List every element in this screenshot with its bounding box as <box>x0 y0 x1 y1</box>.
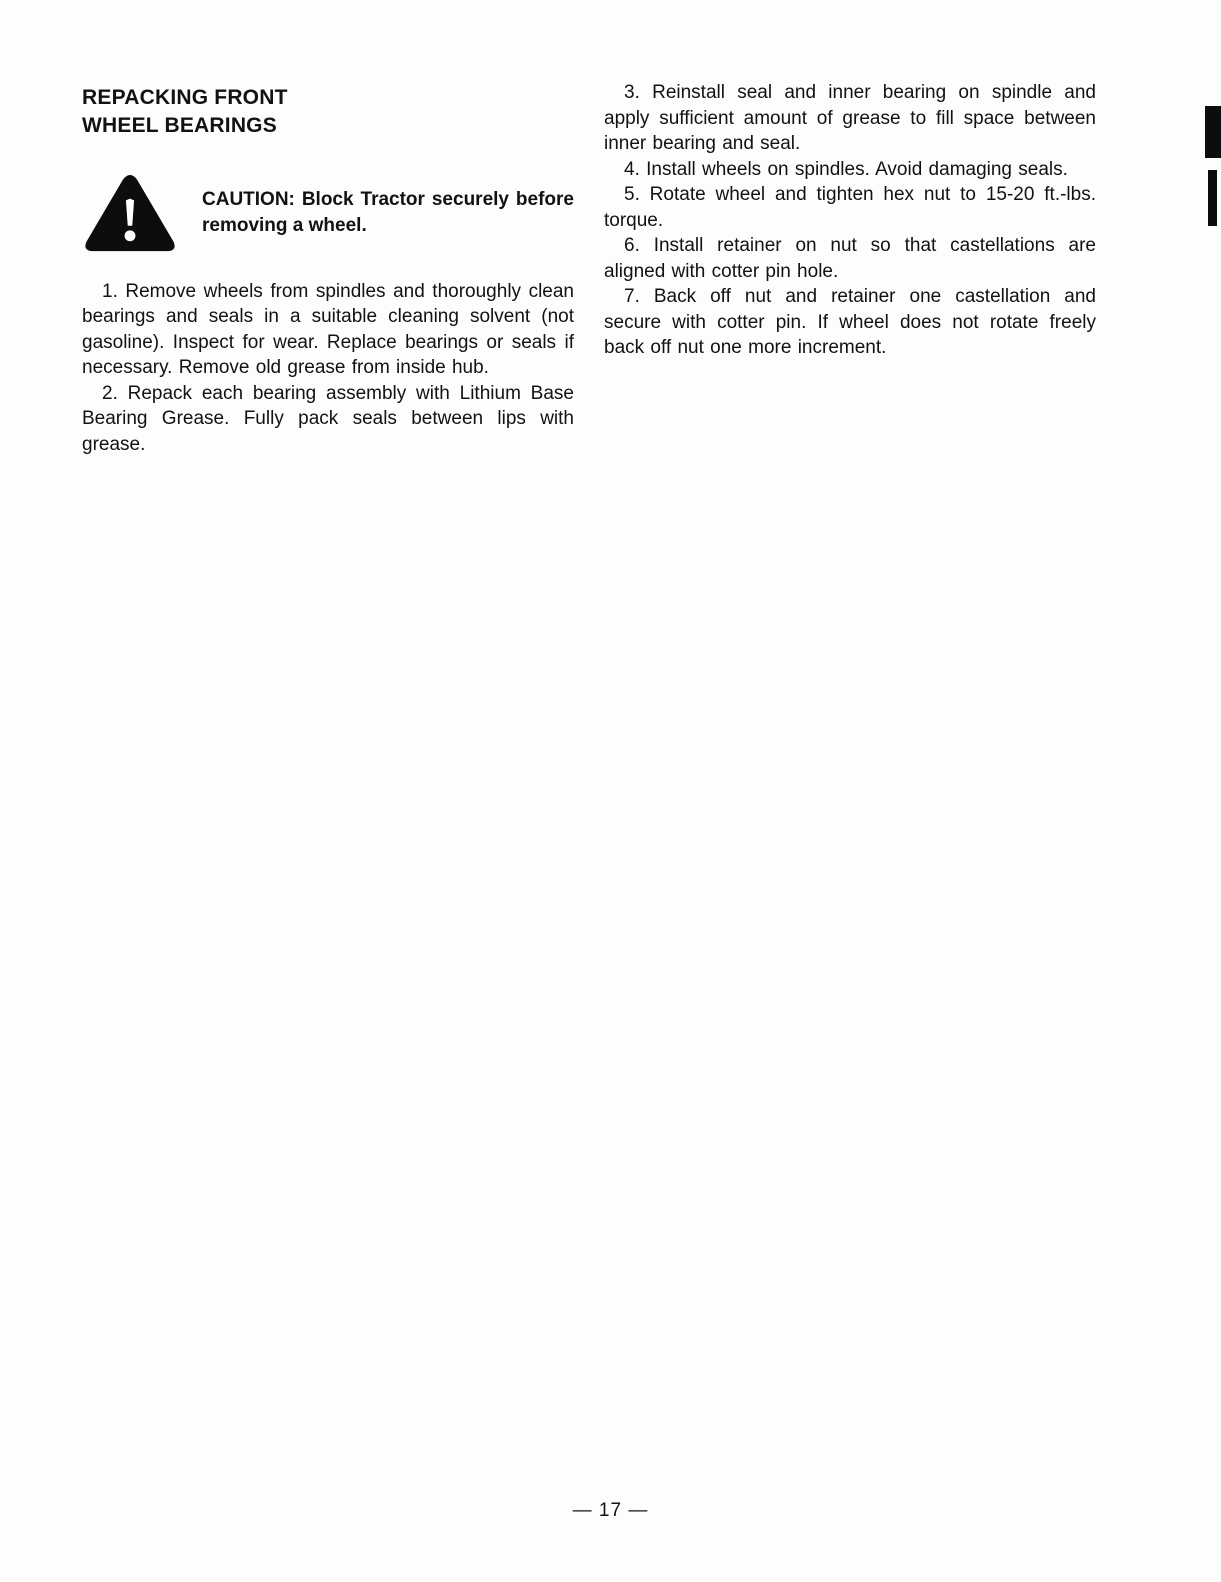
right-column <box>604 80 1096 361</box>
page-number: — 17 — <box>572 1500 649 1521</box>
scan-artifact <box>1205 106 1221 158</box>
caution-text: CAUTION: Block Tractor securely before removing a wheel. <box>202 188 574 236</box>
warning-triangle-icon <box>84 175 176 253</box>
left-column <box>82 84 574 457</box>
caution-block <box>82 175 574 253</box>
step-paragraph-3: 3. Reinstall seal and inner bearing on spindle and apply sufficient amount of grease to fill space between inner bearing and seal. <box>604 82 1096 154</box>
step-paragraph-5: 5. Rotate wheel and tighten hex nut to 15-20 ft.-lbs. torque. <box>604 184 1096 231</box>
section-title <box>82 84 574 141</box>
step-paragraph-6: 6. Install retainer on nut so that castellations are aligned with cotter pin hole. <box>604 235 1096 282</box>
section-title-line-1: REPACKING FRONT <box>82 86 288 109</box>
step-paragraph-7: 7. Back off nut and retainer one castellation and secure with cotter pin. If wheel does not rotate freely back off nut one more increment. <box>604 286 1096 358</box>
step-paragraph-1: 1. Remove wheels from spindles and thoroughly clean bearings and seals in a suitable cleaning solvent (not gasoline). Inspect for wear. Replace bearings or seals if necessary. Remove old grease from inside hub. <box>82 280 574 379</box>
step-paragraph-2: 2. Repack each bearing assembly with Lithium Base Bearing Grease. Fully pack seals between lips with grease. <box>82 382 574 455</box>
section-title-line-2: WHEEL BEARINGS <box>82 114 277 138</box>
step-paragraph-4: 4. Install wheels on spindles. Avoid damaging seals. <box>624 158 1068 180</box>
scan-artifact <box>1208 170 1217 226</box>
